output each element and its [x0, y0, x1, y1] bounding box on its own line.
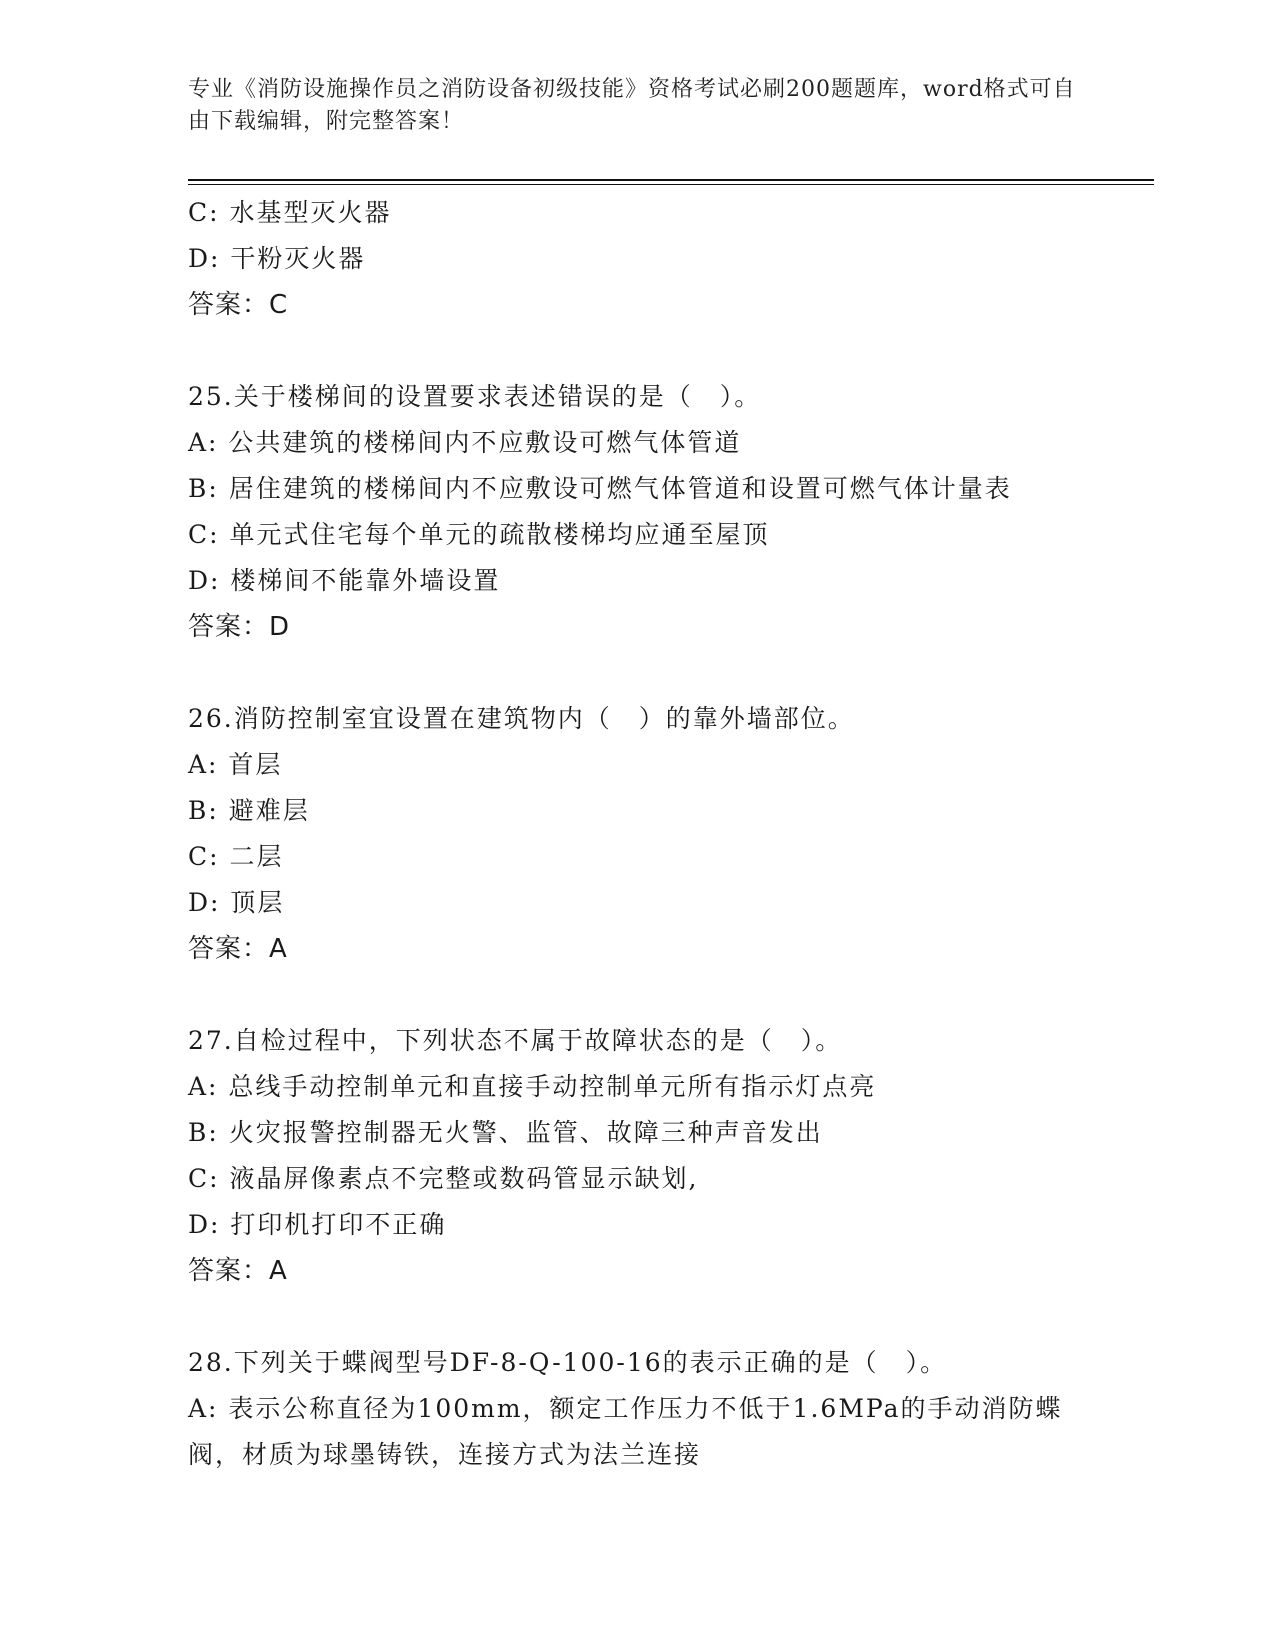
option-b: B: 避难层: [188, 796, 310, 825]
header-divider-thin: [188, 184, 1154, 185]
question-26: [188, 696, 1118, 972]
spacer: [188, 328, 1118, 374]
option-a: A: 总线手动控制单元和直接手动控制单元所有指示灯点亮: [188, 1072, 877, 1101]
answer: 答案：A: [188, 934, 288, 964]
answer: 答案：A: [188, 1256, 288, 1286]
option-c: C: 水基型灭火器: [188, 198, 392, 227]
question-text: 25.关于楼梯间的设置要求表述错误的是（ ）。: [188, 382, 762, 411]
spacer: [188, 1294, 1118, 1340]
option-c: C: 二层: [188, 842, 284, 871]
option-a: A: 首层: [188, 750, 283, 779]
question-28: [188, 1340, 1118, 1478]
option-a: A: 表示公称直径为100mm，额定工作压力不低于1.6MPa的手动消防蝶阀，材质为球墨铸铁，连接方式为法兰连接: [188, 1394, 1063, 1469]
option-b: B: 居住建筑的楼梯间内不应敷设可燃气体管道和设置可燃气体计量表: [188, 474, 1012, 503]
question-list: [188, 190, 1118, 1478]
option-c: C: 液晶屏像素点不完整或数码管显示缺划,: [188, 1164, 699, 1193]
question-27: [188, 1018, 1118, 1294]
spacer: [188, 972, 1118, 1018]
question-text: 28.下列关于蝶阀型号DF-8-Q-100-16的表示正确的是（ ）。: [188, 1348, 948, 1377]
option-c: C: 单元式住宅每个单元的疏散楼梯均应通至屋顶: [188, 520, 770, 549]
question-text: 27.自检过程中，下列状态不属于故障状态的是（ ）。: [188, 1026, 843, 1055]
option-b: B: 火灾报警控制器无火警、监管、故障三种声音发出: [188, 1118, 823, 1147]
question-24: [188, 190, 1118, 328]
option-d: D: 顶层: [188, 888, 285, 917]
spacer: [188, 650, 1118, 696]
question-25: [188, 374, 1118, 650]
option-d: D: 打印机打印不正确: [188, 1210, 447, 1239]
answer: 答案：D: [188, 612, 291, 642]
option-d: D: 干粉灭火器: [188, 244, 366, 273]
option-d: D: 楼梯间不能靠外墙设置: [188, 566, 501, 595]
answer: 答案：C: [188, 290, 289, 320]
option-a: A: 公共建筑的楼梯间内不应敷设可燃气体管道: [188, 428, 742, 457]
document-header: 专业《消防设施操作员之消防设备初级技能》资格考试必刷200题题库，word格式可自由下载编辑，附完整答案！: [188, 77, 1076, 134]
header-divider: [188, 179, 1154, 181]
question-text: 26.消防控制室宜设置在建筑物内（ ）的靠外墙部位。: [188, 704, 855, 733]
